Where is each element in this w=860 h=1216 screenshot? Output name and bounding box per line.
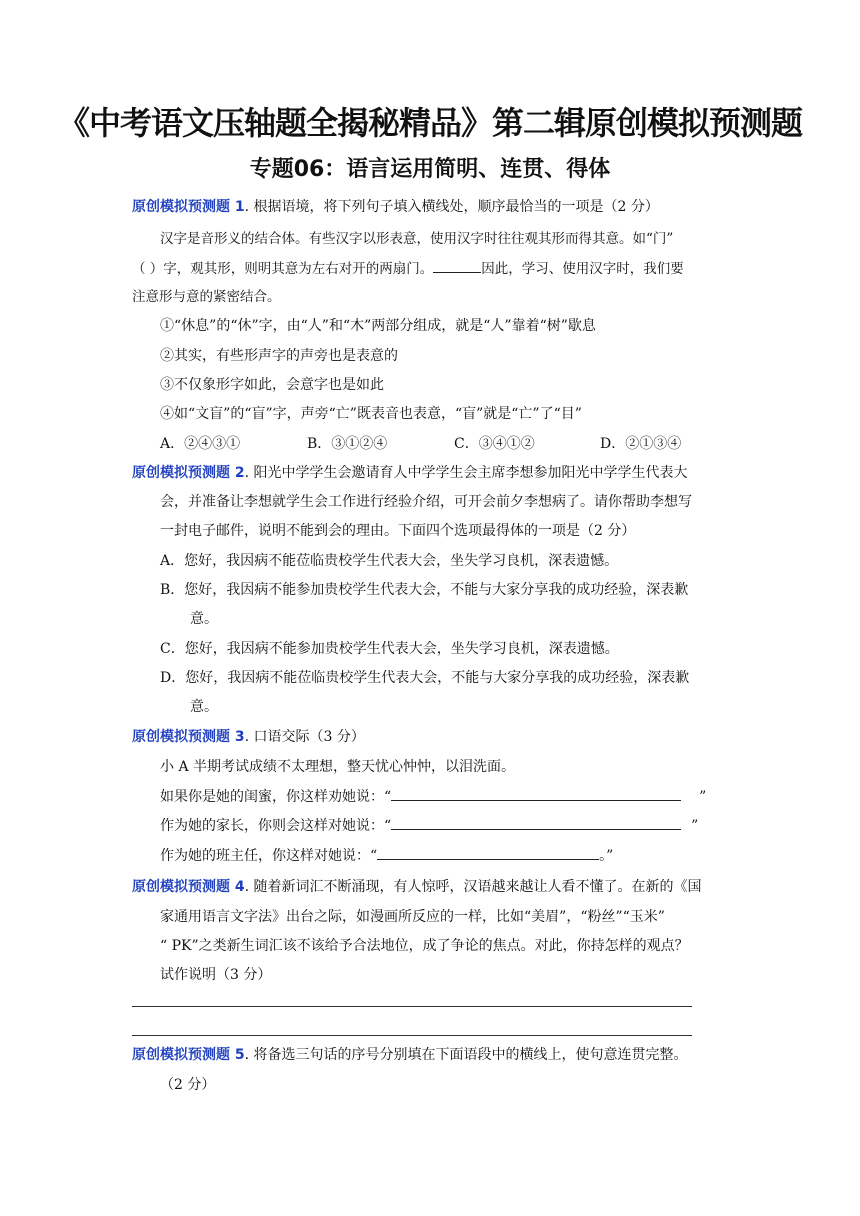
q3-line-1: 小 A 半期考试成绩不太理想，整天忧心忡忡，以泪洗面。: [160, 759, 516, 775]
q3-line-4-end: 。”: [599, 848, 614, 864]
q1-item-2: ②其实，有些形声字的声旁也是表意的: [160, 348, 398, 364]
q2-option-d-line-1: D．您好，我因病不能莅临贵校学生代表大会，不能与大家分享我的成功经验，深表歉: [160, 670, 690, 686]
q2-line-2: 会，并准备让李想就学生会工作进行经验介绍，可开会前夕李想病了。请你帮助李想写: [160, 494, 692, 510]
q1-fill-blank: [433, 258, 481, 273]
q4-label: 原创模拟预测题 4: [132, 879, 245, 895]
q4-line-3: “ PK”之类新生词汇该不该给予合法地位，成了争论的焦点。对此，你持怎样的观点？: [160, 938, 689, 954]
q1-label: 原创模拟预测题 1: [132, 199, 245, 215]
q5-line-1: . 将备选三句话的序号分别填在下面语段中的横线上，使句意连贯完整。: [244, 1047, 688, 1063]
q1-passage-line-3: 注意形与意的紧密结合。: [132, 289, 281, 305]
q1-heading: [132, 197, 659, 217]
q2-label: 原创模拟预测题 2: [132, 465, 245, 481]
q2-line-3: 一封电子邮件，说明不能到会的理由。下面四个选项最得体的一项是（2 分）: [160, 523, 636, 539]
q3-line-3-text: 作为她的家长，你则会这样对她说：“: [160, 818, 392, 834]
q2-heading: [132, 463, 688, 483]
q1-passage-line-2b: 因此，学习、使用汉字时，我们要: [481, 261, 684, 277]
q1-passage-line-2: [132, 258, 684, 279]
q3-answer-blank-1: [391, 786, 681, 801]
q3-line-4-text: 作为她的班主任，你这样对她说：“: [160, 848, 378, 864]
q5-line-2: （2 分）: [160, 1077, 216, 1093]
document-subtitle: 专题06：语言运用简明、连贯、得体: [249, 157, 611, 182]
q5-heading: [132, 1045, 688, 1065]
q3-prompt: . 口语交际（3 分）: [244, 729, 365, 745]
q1-passage-line-1: 汉字是音形义的结合体。有些汉字以形表意，使用汉字时往往观其形而得其意。如“门”: [160, 231, 674, 247]
q1-item-3: ③不仅象形字如此，会意字也是如此: [160, 377, 384, 393]
q2-option-a: A．您好，我因病不能莅临贵校学生代表大会，坐失学习良机，深表遗憾。: [160, 553, 619, 569]
q3-line-2: [160, 786, 706, 807]
q2-option-b-line-1: B．您好，我因病不能参加贵校学生代表大会，不能与大家分享我的成功经验，深表歉: [160, 582, 689, 598]
q2-option-d-line-2: 意。: [190, 699, 218, 715]
q4-answer-line-2: [132, 1035, 692, 1036]
q3-answer-blank-2: [391, 815, 681, 830]
q1-option-a: A．②④③①: [160, 436, 241, 452]
q4-line-2: 家通用语言文字法》出台之际，如漫画所反应的一样，比如“美眉”，“粉丝”“玉米”: [160, 909, 665, 925]
q2-option-b-line-2: 意。: [190, 611, 218, 627]
q1-item-4: ④如“文盲”的“盲”字，声旁“亡”既表音也表意，“盲”就是“亡”了“目”: [160, 406, 582, 422]
q5-label: 原创模拟预测题 5: [132, 1047, 245, 1063]
q1-option-d: D．②①③④: [600, 436, 682, 452]
q2-line-1: . 阳光中学学生会邀请育人中学学生会主席李想参加阳光中学学生代表大: [244, 465, 688, 481]
q1-passage-line-2a: （ ）字，观其形，则明其意为左右对开的两扇门。: [132, 261, 434, 277]
q4-line-4: 试作说明（3 分）: [160, 967, 272, 983]
q2-option-c: C．您好，我因病不能参加贵校学生代表大会，坐失学习良机，深表遗憾。: [160, 641, 619, 657]
q4-line-1: . 随着新词汇不断涌现，有人惊呼，汉语越来越让人看不懂了。在新的《国: [244, 879, 702, 895]
q3-label: 原创模拟预测题 3: [132, 729, 245, 745]
q3-line-2-text: 如果你是她的闺蜜，你这样劝她说：“: [160, 789, 392, 805]
q4-heading: [132, 877, 702, 897]
q1-option-c: C．③④①②: [454, 436, 535, 452]
q1-prompt: . 根据语境，将下列句子填入横线处，顺序最恰当的一项是（2 分）: [244, 199, 659, 215]
document-title: 《中考语文压轴题全揭秘精品》第二辑原创模拟预测题: [57, 104, 802, 142]
q3-heading: [132, 727, 365, 747]
q3-line-3-end: ”: [691, 818, 699, 834]
q3-answer-blank-3: [377, 845, 599, 860]
q1-option-b: B．③①②④: [307, 436, 388, 452]
q3-line-2-end: ”: [699, 789, 707, 805]
q4-answer-line-1: [132, 1006, 692, 1007]
q1-item-1: ①“休息”的“休”字，由“人”和“木”两部分组成，就是“人”靠着“树”歇息: [160, 318, 596, 334]
q3-line-4: [160, 845, 613, 866]
q3-line-3: [160, 815, 698, 836]
